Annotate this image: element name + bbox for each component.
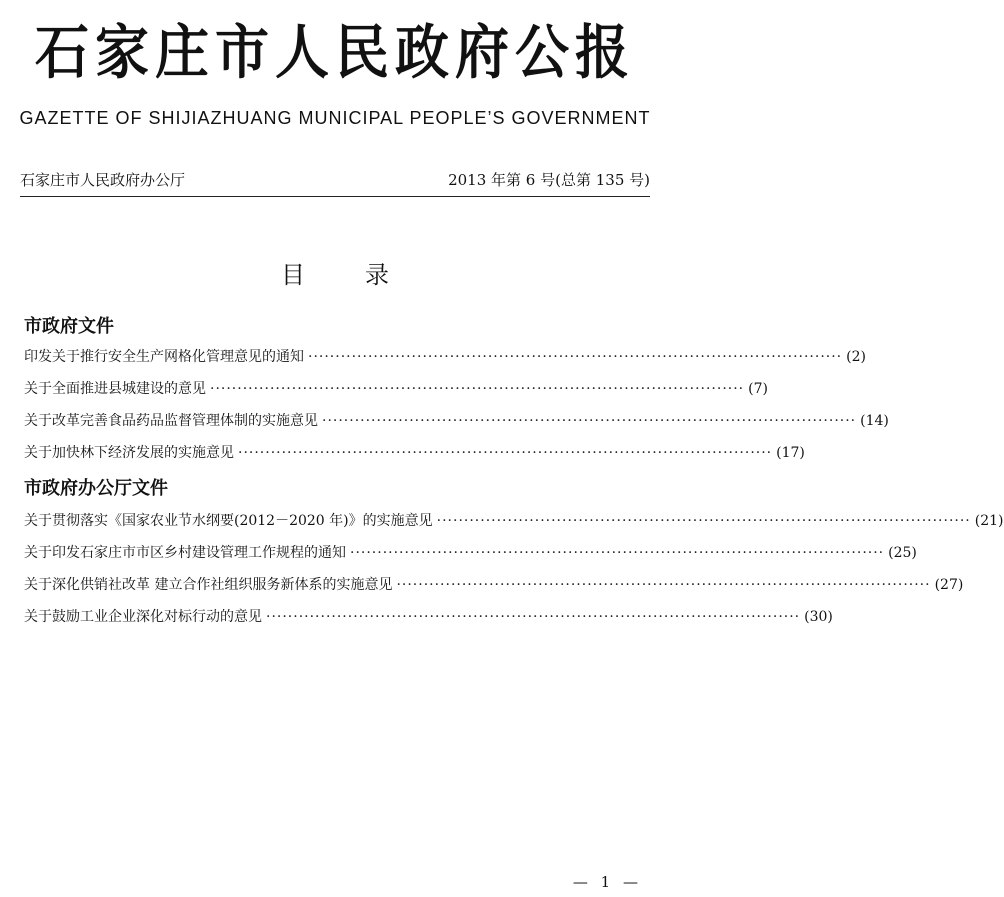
section-title: 市政府办公厅文件 xyxy=(24,478,168,499)
leader-dots: ·································································································· xyxy=(266,609,801,625)
leader-dots: ·································································································· xyxy=(308,349,843,365)
entry-page: (17) xyxy=(776,445,805,461)
entry-title: 印发关于推行安全生产网格化管理意见的通知 xyxy=(24,349,304,365)
entry-title: 关于深化供销社改革 建立合作社组织服务新体系的实施意见 xyxy=(24,577,393,593)
masthead-title: 石家庄市人民政府公报 xyxy=(35,18,635,87)
toc-entry[interactable] xyxy=(24,510,1004,532)
toc-heading: 目录 xyxy=(281,261,449,289)
toc-entry[interactable] xyxy=(24,574,964,596)
page-number: — 1 — xyxy=(572,873,642,891)
entry-page: (21) xyxy=(974,513,1004,529)
entry-title: 关于改革完善食品药品监督管理体制的实施意见 xyxy=(24,413,318,429)
entry-title: 关于贯彻落实《国家农业节水纲要(2012－2020 年)》的实施意见 xyxy=(24,513,433,529)
leader-dots: ·································································································· xyxy=(322,413,857,429)
leader-dots: ·································································································· xyxy=(396,577,931,593)
issue-number: 2013 年第 6 号(总第 135 号) xyxy=(448,171,650,189)
entry-page: (7) xyxy=(748,381,768,397)
issue-line xyxy=(20,168,650,192)
toc-entry[interactable] xyxy=(24,378,768,400)
leader-dots: ·································································································· xyxy=(210,381,745,397)
masthead-subtitle: GAZETTE OF SHIJIAZHUANG MUNICIPAL PEOPLE’S GOVERNMENT xyxy=(19,108,651,128)
section-title: 市政府文件 xyxy=(24,316,114,337)
entry-title: 关于加快林下经济发展的实施意见 xyxy=(24,445,234,461)
issuer: 石家庄市人民政府办公厅 xyxy=(20,171,186,189)
toc-entry[interactable] xyxy=(24,442,805,464)
toc-entry[interactable] xyxy=(24,346,866,368)
entry-title: 关于全面推进县城建设的意见 xyxy=(24,381,206,397)
entry-title: 关于鼓励工业企业深化对标行动的意见 xyxy=(24,609,262,625)
toc-entry[interactable] xyxy=(24,606,833,628)
toc-entry[interactable] xyxy=(24,410,889,432)
entry-page: (25) xyxy=(888,545,917,561)
leader-dots: ·································································································· xyxy=(436,513,971,529)
header-rule xyxy=(20,196,650,197)
entry-title: 关于印发石家庄市市区乡村建设管理工作规程的通知 xyxy=(24,545,346,561)
leader-dots: ·································································································· xyxy=(238,445,773,461)
entry-page: (14) xyxy=(860,413,889,429)
entry-page: (27) xyxy=(934,577,964,593)
toc-entry[interactable] xyxy=(24,542,917,564)
entry-page: (2) xyxy=(846,349,866,365)
leader-dots: ·································································································· xyxy=(350,545,885,561)
entry-page: (30) xyxy=(804,609,833,625)
